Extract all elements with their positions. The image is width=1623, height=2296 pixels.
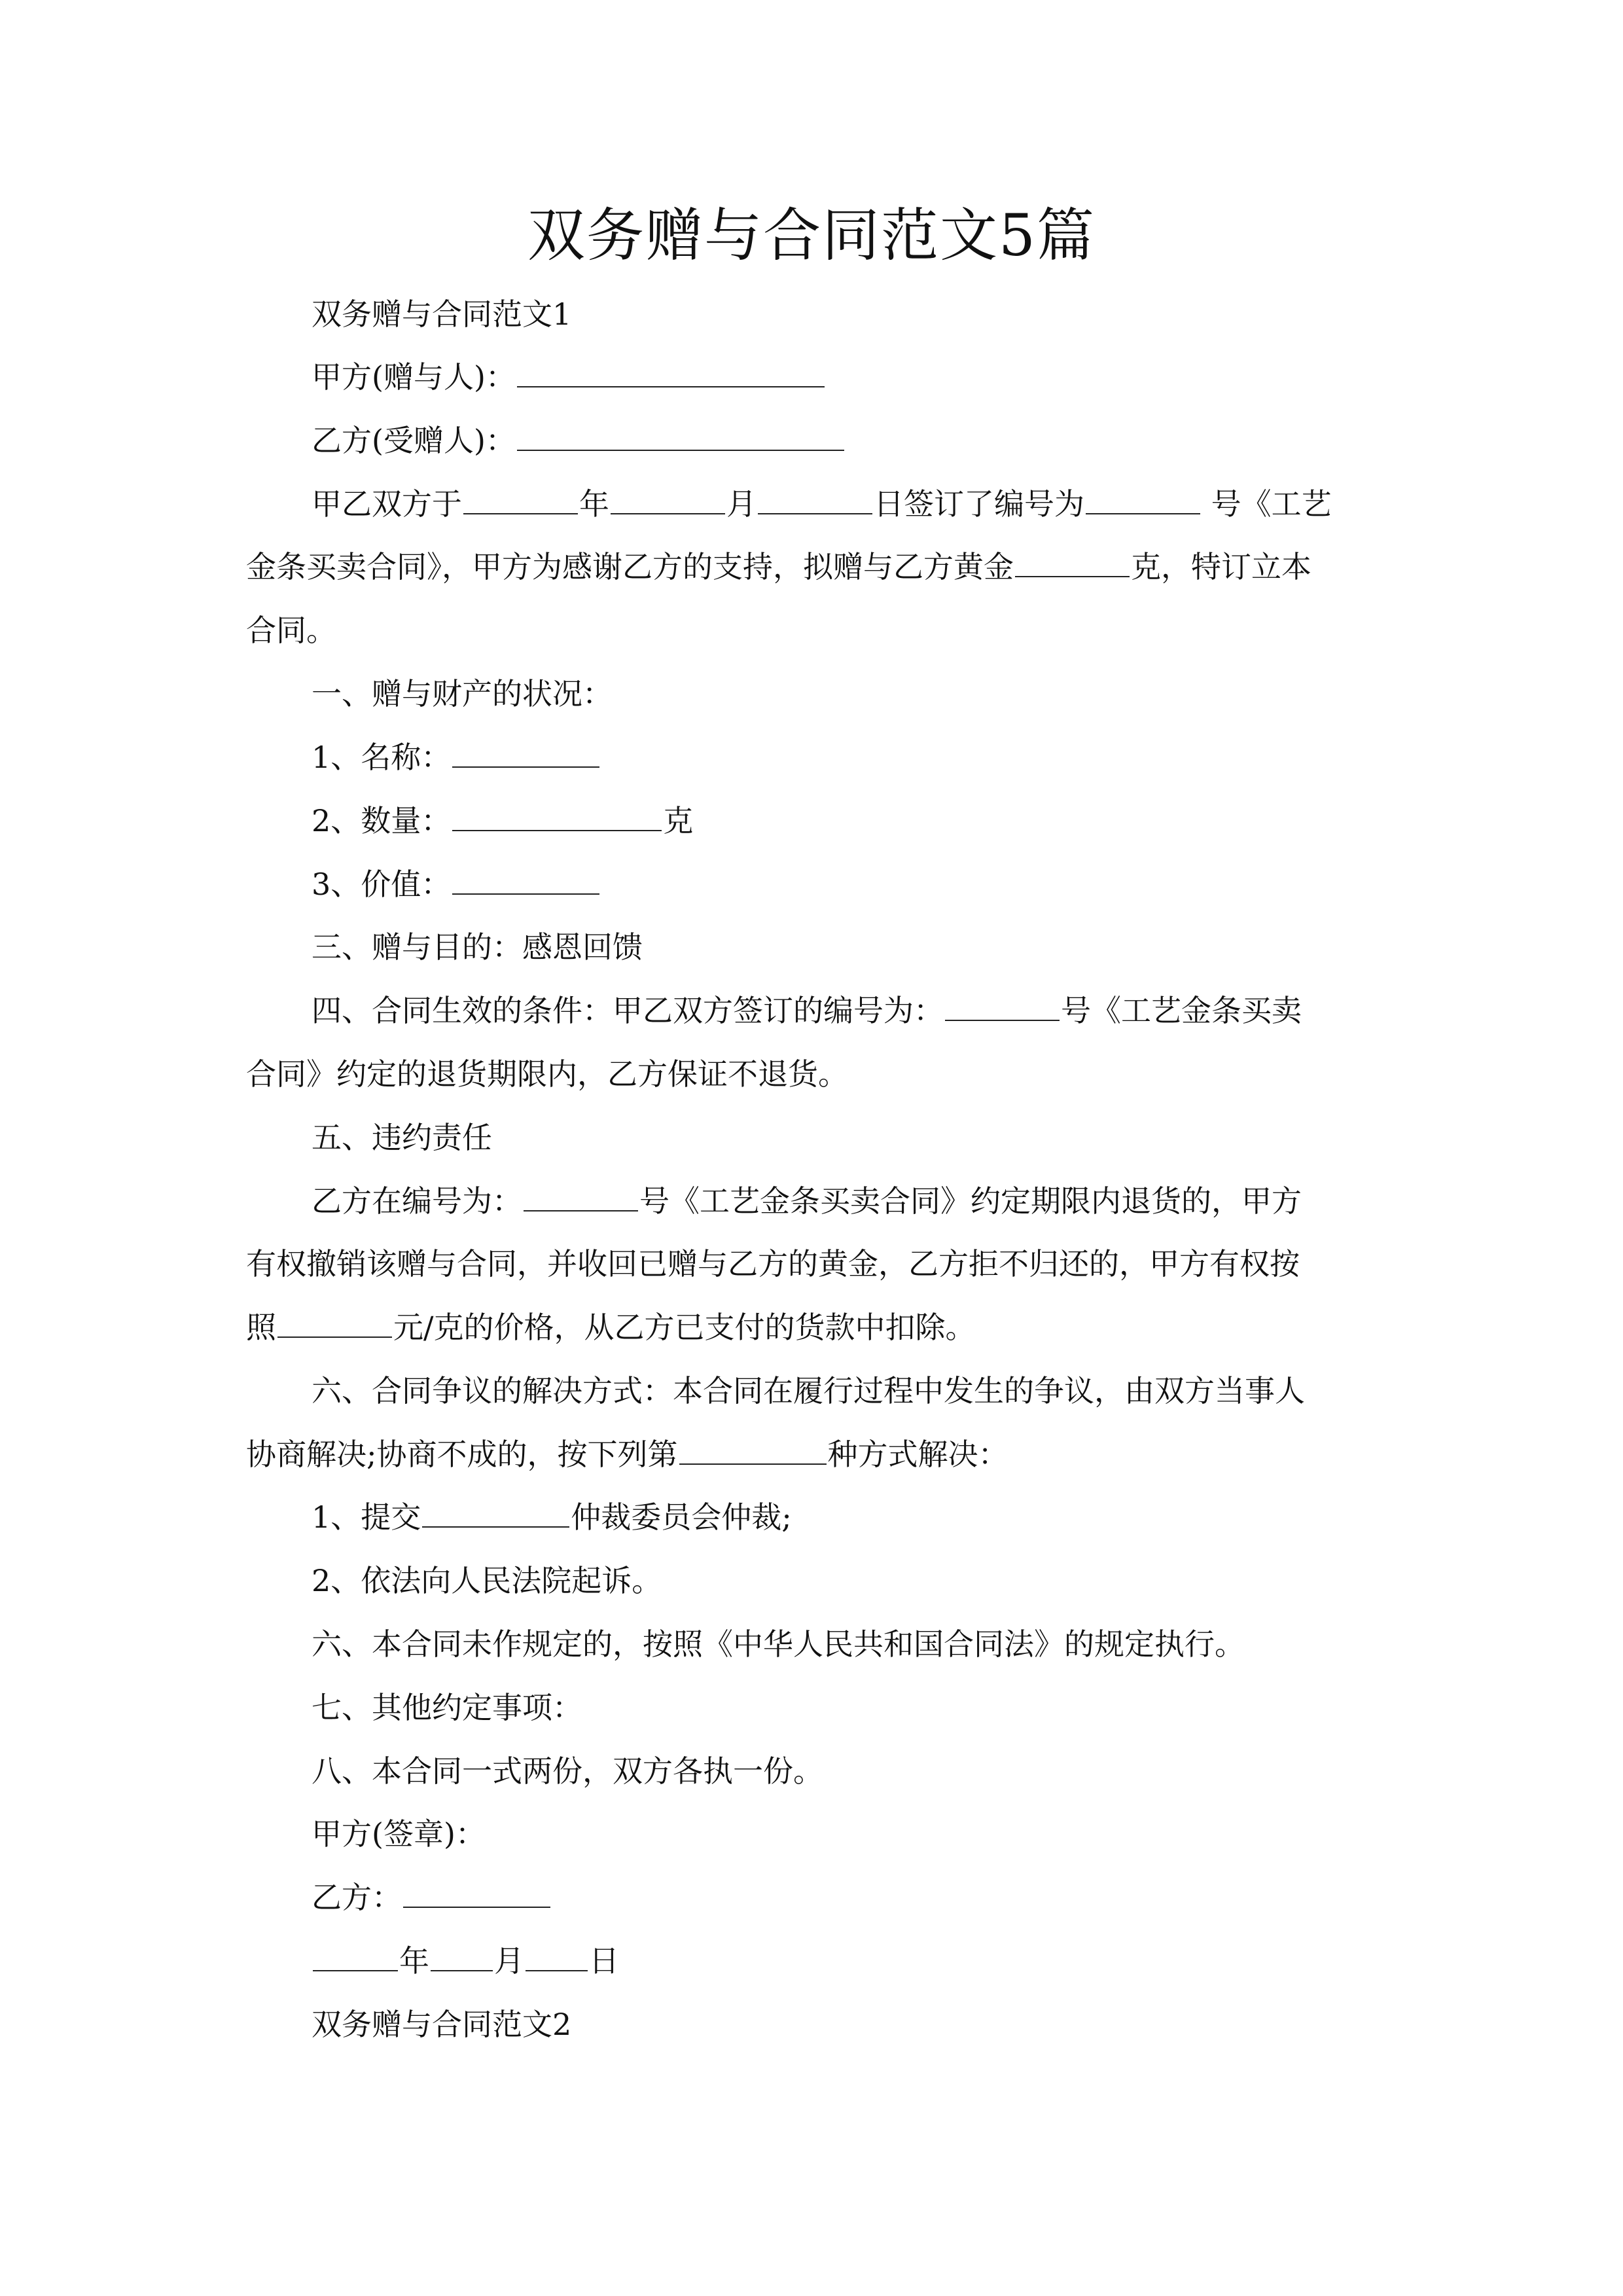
signature-a: 甲方(签章)： — [312, 1816, 486, 1852]
arbitration-blank — [422, 1500, 569, 1528]
section-5-line-1 — [312, 1181, 1378, 1221]
section-8: 八、本合同一式两份，双方各执一份。 — [312, 1753, 823, 1789]
item-qty-unit: 克 — [663, 803, 694, 838]
intro-contract-ref: 号《工艺 — [1211, 486, 1332, 522]
section-5-line-3 — [246, 1308, 1378, 1347]
item-value-line — [312, 865, 1378, 904]
section-6-line-1: 六、合同争议的解决方式：本合同在履行过程中发生的争议，由双方当事人 — [312, 1373, 1305, 1408]
signature-b-label: 乙方： — [312, 1880, 402, 1915]
section-4-line-1 — [312, 991, 1378, 1030]
intro-year: 年 — [579, 486, 609, 522]
contract-number-blank — [1086, 487, 1200, 514]
item-value-blank — [452, 867, 599, 895]
item-value-label: 3、价值： — [312, 867, 452, 902]
item-name-label: 1、名称： — [312, 740, 452, 775]
section-5-blank — [524, 1184, 638, 1211]
item-name-blank — [452, 740, 599, 768]
section-6-tail: 种方式解决： — [827, 1437, 1008, 1472]
option-1-text: 1、提交 — [312, 1499, 421, 1535]
intro-gift-tail: 克，特订立本 — [1131, 549, 1311, 584]
party-a-line — [312, 357, 1378, 397]
price-blank — [277, 1310, 392, 1338]
item-qty-label: 2、数量： — [312, 803, 452, 838]
party-a-label: 甲方(赠与人)： — [312, 359, 516, 395]
party-b-line — [312, 421, 1378, 460]
section-heading-1: 双务赠与合同范文1 — [312, 296, 572, 332]
option-2: 2、依法向人民法院起诉。 — [312, 1563, 662, 1598]
section-4-line-2: 合同》约定的退货期限内，乙方保证不退货。 — [246, 1056, 848, 1092]
option-1 — [312, 1498, 1378, 1537]
day-blank — [758, 487, 872, 514]
section-heading-2: 双务赠与合同范文2 — [312, 2007, 572, 2042]
method-blank — [679, 1437, 827, 1465]
item-name-line — [312, 738, 1378, 777]
section-4-text: 四、合同生效的条件：甲乙双方签订的编号为： — [312, 993, 944, 1028]
section-5-text: 乙方在编号为： — [312, 1183, 522, 1219]
date-day-blank — [526, 1944, 588, 1971]
party-b-label: 乙方(受赠人)： — [312, 423, 516, 458]
item-qty-line — [312, 801, 1378, 840]
item-qty-blank — [452, 804, 662, 831]
gold-weight-blank — [1015, 550, 1130, 577]
section-6b: 六、本合同未作规定的，按照《中华人民共和国合同法》的规定执行。 — [312, 1626, 1245, 1662]
section-1-heading: 一、赠与财产的状况： — [312, 676, 613, 711]
signature-b-line — [312, 1878, 1378, 1917]
section-6-line-2 — [246, 1435, 1378, 1474]
section-5-heading: 五、违约责任 — [312, 1120, 492, 1155]
option-1-tail: 仲裁委员会仲裁; — [571, 1499, 792, 1535]
date-month-blank — [431, 1944, 493, 1971]
date-year: 年 — [399, 1943, 429, 1979]
document-title: 双务赠与合同范文5篇 — [527, 202, 1096, 269]
intro-day-sign: 日签订了编号为 — [874, 486, 1084, 522]
intro-gift-text: 金条买卖合同》，甲方为感谢乙方的支持，拟赠与乙方黄金 — [246, 549, 1014, 584]
section-6-text: 协商解决;协商不成的，按下列第 — [246, 1437, 678, 1472]
section-5-line-3-text: 照 — [246, 1310, 276, 1345]
party-a-blank — [517, 360, 825, 387]
intro-text: 甲乙双方于 — [312, 486, 462, 522]
intro-month: 月 — [726, 486, 757, 522]
intro-line-3: 合同。 — [246, 613, 336, 648]
section-5-line-2: 有权撤销该赠与合同，并收回已赠与乙方的黄金，乙方拒不归还的，甲方有权按 — [246, 1246, 1300, 1282]
intro-line-2 — [246, 547, 1378, 586]
section-3: 三、赠与目的：感恩回馈 — [312, 929, 643, 965]
year-blank — [463, 487, 578, 514]
signature-b-blank — [403, 1880, 550, 1908]
section-5-line-3-tail: 元/克的价格，从乙方已支付的货款中扣除。 — [393, 1310, 976, 1345]
date-day: 日 — [589, 1943, 619, 1979]
month-blank — [611, 487, 725, 514]
date-year-blank — [313, 1944, 398, 1971]
section-5-tail: 号《工艺金条买卖合同》约定期限内退货的，甲方 — [639, 1183, 1302, 1219]
intro-line-1 — [312, 484, 1378, 524]
date-line — [312, 1941, 1378, 1981]
date-month: 月 — [494, 1943, 524, 1979]
section-7: 七、其他约定事项： — [312, 1690, 582, 1725]
section-4-blank — [945, 994, 1060, 1021]
party-b-blank — [517, 423, 844, 451]
section-4-tail: 号《工艺金条买卖 — [1061, 993, 1302, 1028]
